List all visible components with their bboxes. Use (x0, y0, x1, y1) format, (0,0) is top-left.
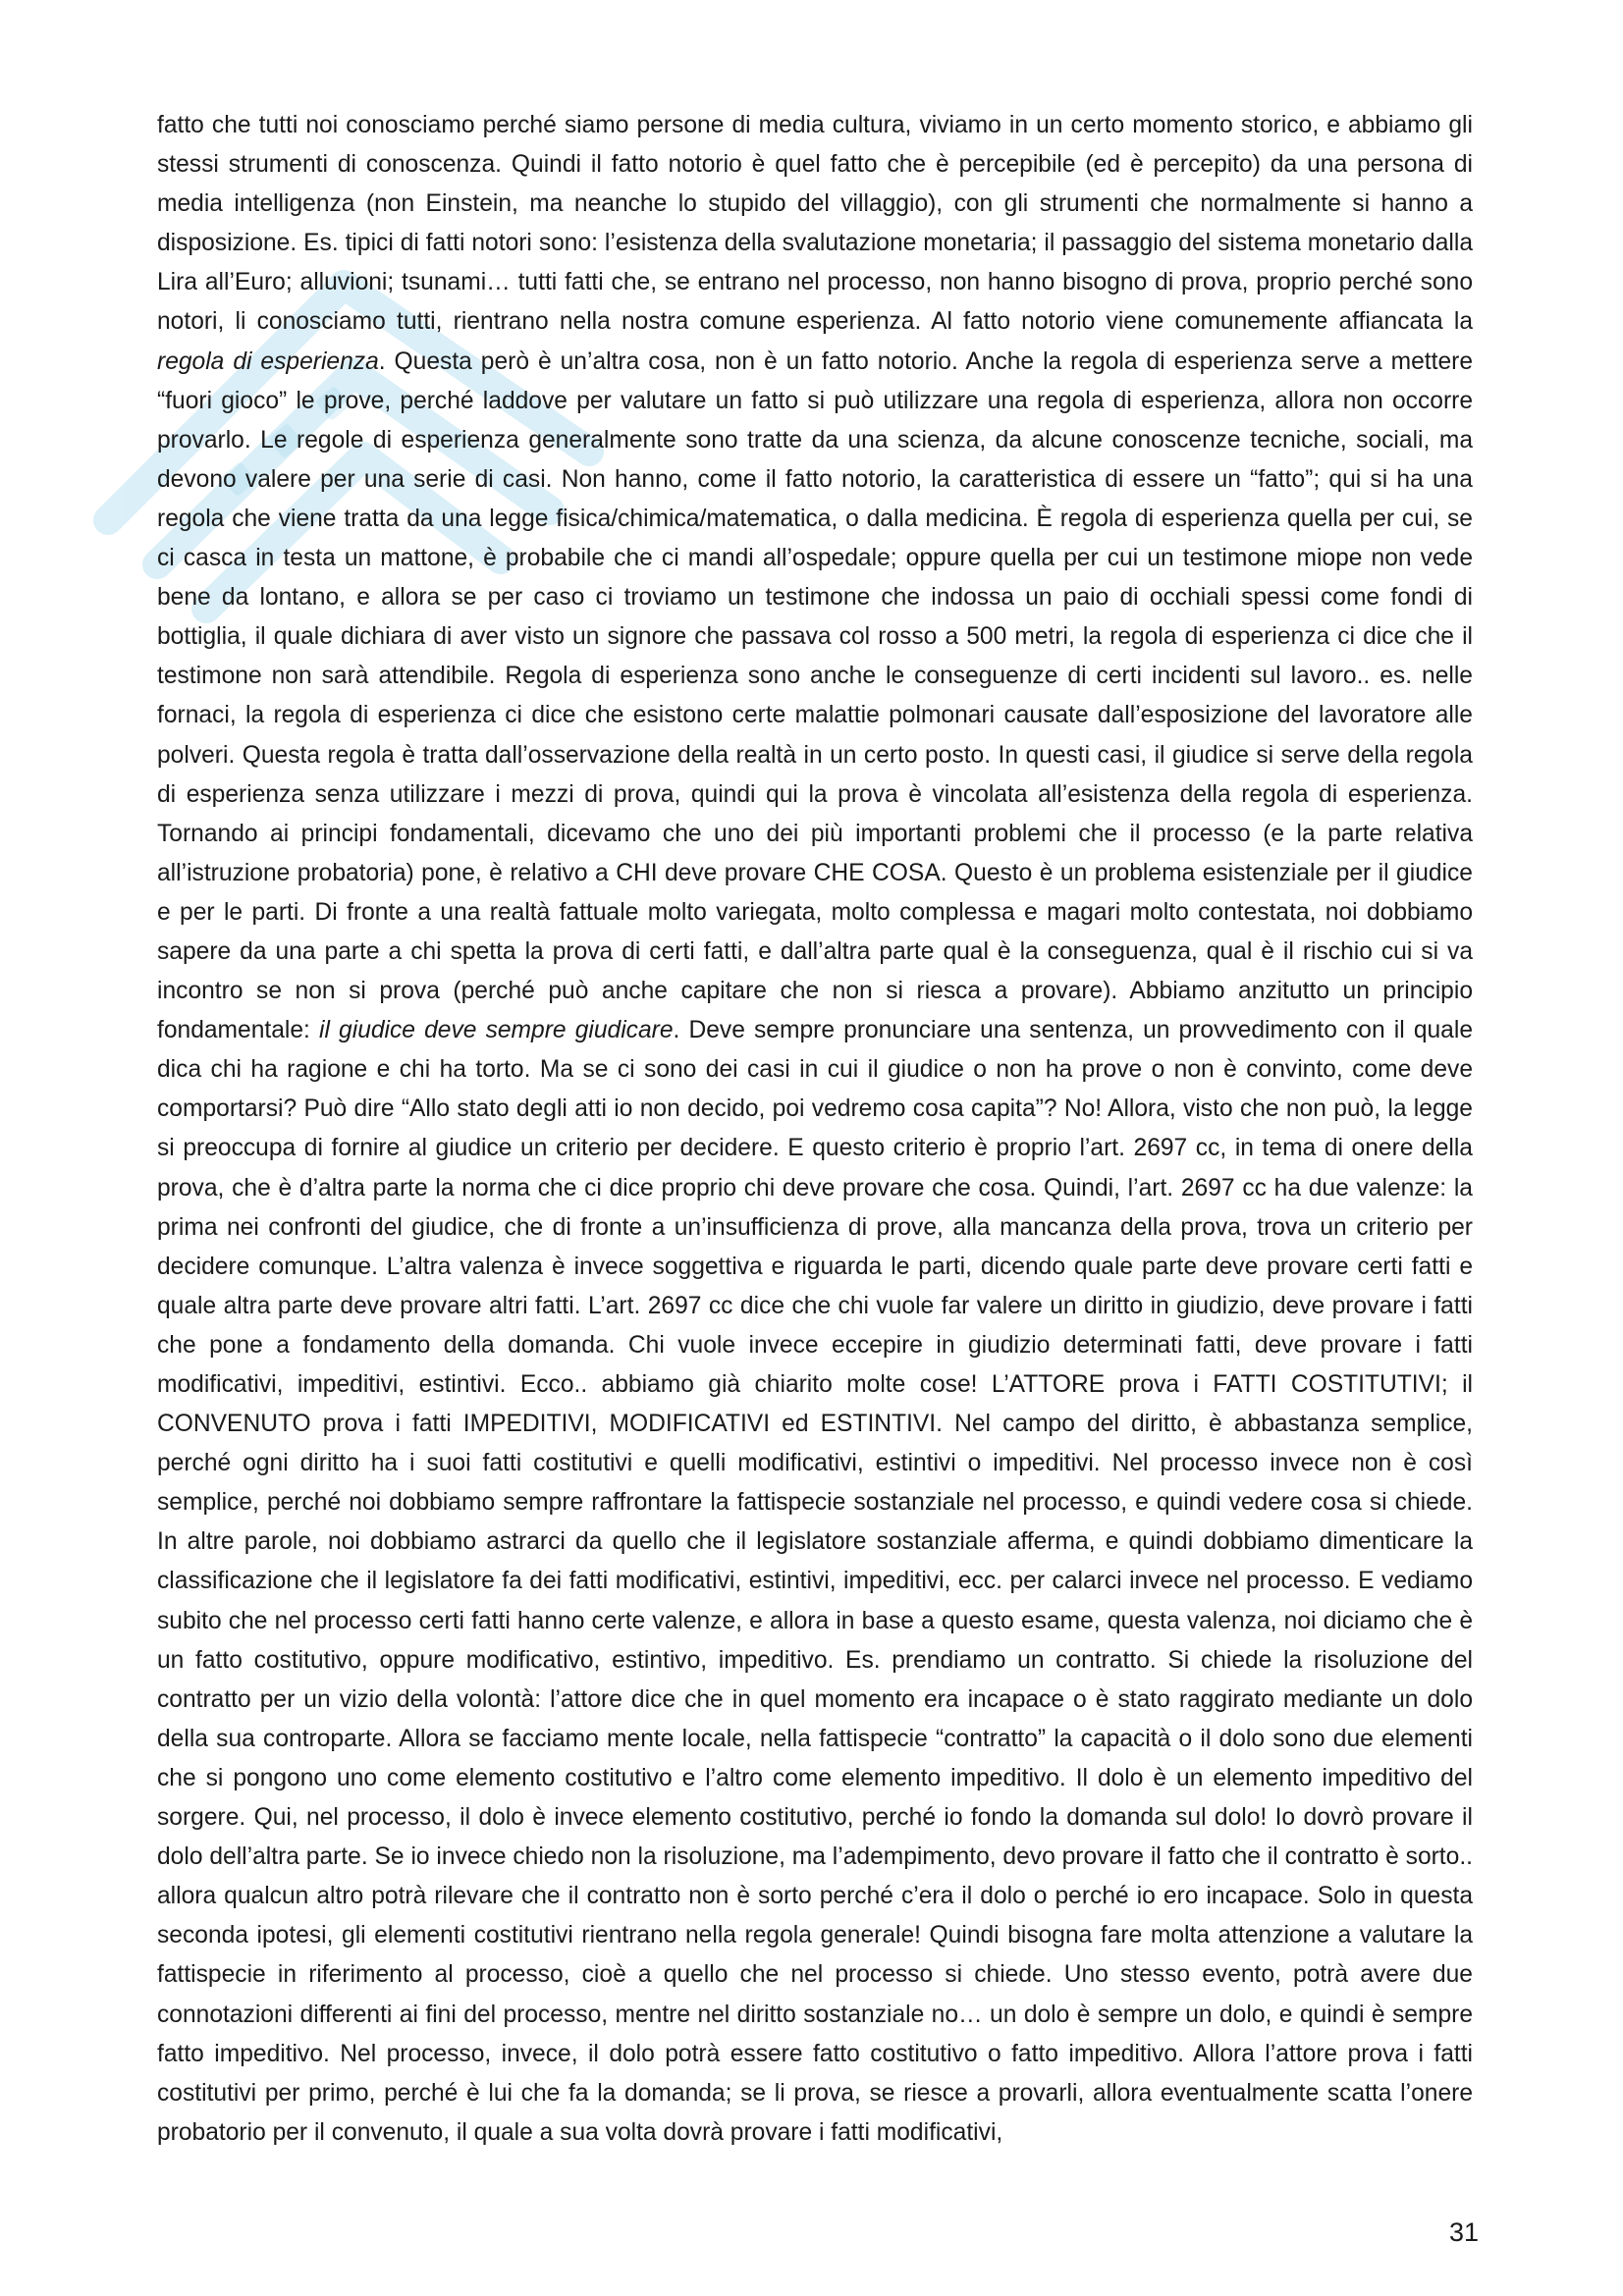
body-text: fatto che tutti noi conosciamo perché siamo persone di media cultura, viviamo in un certo momento storico, e abbiamo gli stessi strumenti di conoscenza. Quindi il fatto notorio è quel fatto che è percepibile (ed è percepito) da una persona di media intelligenza (non Einstein, ma neanche lo stupido del villaggio), con gli strumenti che normalmente si hanno a disposizione. Es. tipici di fatti notori sono: l’esistenza della svalutazione monetaria; il passaggio del sistema monetario dalla Lira all’Euro; alluvioni; tsunami… tutti fatti che, se entrano nel processo, non hanno bisogno di prova, proprio perché sono notori, li conosciamo tutti, rientrano nella nostra comune esperienza. Al fatto notorio viene comunemente affiancata la (157, 112, 1473, 336)
document-body (157, 106, 1473, 2153)
body-text: . Deve sempre pronunciare una sentenza, un provvedimento con il quale dica chi ha ragione e chi ha torto. Ma se ci sono dei casi in cui il giudice o non ha prove o non è convinto, come deve comportarsi? Può dire “Allo stato degli atti io non decido, poi vedremo cosa capita”? No! Allora, visto che non può, la legge si preoccupa di fornire al giudice un criterio per decidere. E questo criterio è proprio l’art. 2697 cc, in tema di onere della prova, che è d’altra parte la norma che ci dice proprio chi deve provare che cosa. Quindi, l’art. 2697 cc ha due valenze: la prima nei confronti del giudice, che di fronte a un’insufficienza di prove, alla mancanza della prova, trova un criterio per decidere comunque. L’altra valenza è invece soggettiva e riguarda le parti, dicendo quale parte deve provare certi fatti e quale altra parte deve provare altri fatti. L’art. 2697 cc dice che chi vuole far valere un diritto in giudizio, deve provare i fatti che pone a fondamento della domanda. Chi vuole invece eccepire in giudizio determinati fatti, deve provare i fatti modificativi, impeditivi, estintivi. Ecco.. abbiamo già chiarito molte cose! L’ATTORE prova i FATTI COSTITUTIVI; il CONVENUTO prova i fatti IMPEDITIVI, MODIFICATIVI ed ESTINTIVI. Nel campo del diritto, è abbastanza semplice, perché ogni diritto ha i suoi fatti costitutivi e quelli modificativi, estintivi o impeditivi. Nel processo invece non è così semplice, perché noi dobbiamo sempre raffrontare la fattispecie sostanziale nel processo, e quindi vedere cosa si chiede. In altre parole, noi dobbiamo astrarci da quello che il legislatore sostanziale afferma, e quindi dobbiamo dimenticare la classificazione che il legislatore fa dei fatti modificativi, estintivi, impeditivi, ecc. per calarci invece nel processo. E vediamo subito che nel processo certi fatti hanno certe valenze, e allora in base a questo esame, questa valenza, noi diciamo che è un fatto costitutivo, oppure modificativo, estintivo, impeditivo. Es. prendiamo un contratto. Si chiede la risoluzione del contratto per un vizio della volontà: l’attore dice che in quel momento era incapace o è stato raggirato mediante un dolo della sua controparte. Allora se facciamo mente locale, nella fattispecie “contratto” la capacità o il dolo sono due elementi che si pongono uno come elemento costitutivo e l’altro come elemento impeditivo. Il dolo è un elemento impeditivo del sorgere. Qui, nel processo, il dolo è invece elemento costitutivo, perché io fondo la domanda sul dolo! Io dovrò provare il dolo dell’altra parte. Se io invece chiedo non la risoluzione, ma l’adempimento, devo provare il fatto che il contratto è sorto.. allora qualcun altro potrà rilevare che il contratto non è sorto perché c’era il dolo o perché io ero incapace. Solo in questa seconda ipotesi, gli elementi costitutivi rientrano nella regola generale! Quindi bisogna fare molta attenzione a valutare la fattispecie in riferimento al processo, cioè a quello che nel processo si chiede. Uno stesso evento, potrà avere due connotazioni differenti ai fini del processo, mentre nel diritto sostanziale no… un dolo è sempre un dolo, e quindi è sempre fatto impeditivo. Nel processo, invece, il dolo potrà essere fatto costitutivo o fatto impeditivo. Allora l’attore prova i fatti costitutivi per primo, perché è lui che fa la domanda; se li prova, se riesce a provarli, allora eventualmente scatta l’onere probatorio per il convenuto, il quale a sua volta dovrà provare i fatti modificativi, (157, 1017, 1473, 2146)
body-text: . Questa però è un’altra cosa, non è un fatto notorio. Anche la regola di esperienza serve a mettere “fuori gioco” le prove, perché laddove per valutare un fatto si può utilizzare una regola di esperienza, allora non occorre provarlo. Le regole di esperienza generalmente sono tratte da una scienza, da alcune conoscenze tecniche, sociali, ma devono valere per una serie di casi. Non hanno, come il fatto notorio, la caratteristica di essere un “fatto”; qui si ha una regola che viene tratta da una legge fisica/chimica/matematica, o dalla medicina. È regola di esperienza quella per cui, se ci casca in testa un mattone, è probabile che ci mandi all’ospedale; oppure quella per cui un testimone miope non vede bene da lontano, e allora se per caso ci troviamo un testimone che indossa un paio di occhiali spessi come fondi di bottiglia, il quale dichiara di aver visto un signore che passava col rosso a 500 metri, la regola di esperienza ci dice che il testimone non sarà attendibile. Regola di esperienza sono anche le conseguenze di certi incidenti sul lavoro.. es. nelle fornaci, la regola di esperienza ci dice che esistono certe malattie polmonari causate dall’esposizione del lavoratore alle polveri. Questa regola è tratta dall’osservazione della realtà in un certo posto. In questi casi, il giudice si serve della regola di esperienza senza utilizzare i mezzi di prova, quindi qui la prova è vincolata all’esistenza della regola di esperienza. Tornando ai principi fondamentali, dicevamo che uno dei più importanti problemi che il processo (e la parte relativa all’istruzione probatoria) pone, è relativo a CHI deve provare CHE COSA. Questo è un problema esistenziale per il giudice e per le parti. Di fronte a una realtà fattuale molto variegata, molto complessa e magari molto contestata, noi dobbiamo sapere da una parte a chi spetta la prova di certi fatti, e dall’altra parte qual è la conseguenza, qual è il rischio cui si va incontro se non si prova (perché può anche capitare che non si riesca a provare). Abbiamo anzitutto un principio fondamentale: (157, 347, 1473, 1044)
body-emphasis: il giudice deve sempre giudicare (319, 1017, 674, 1044)
page-number: 31 (1448, 2217, 1479, 2247)
body-paragraph (157, 106, 1473, 2153)
body-emphasis: regola di esperienza (157, 347, 379, 375)
